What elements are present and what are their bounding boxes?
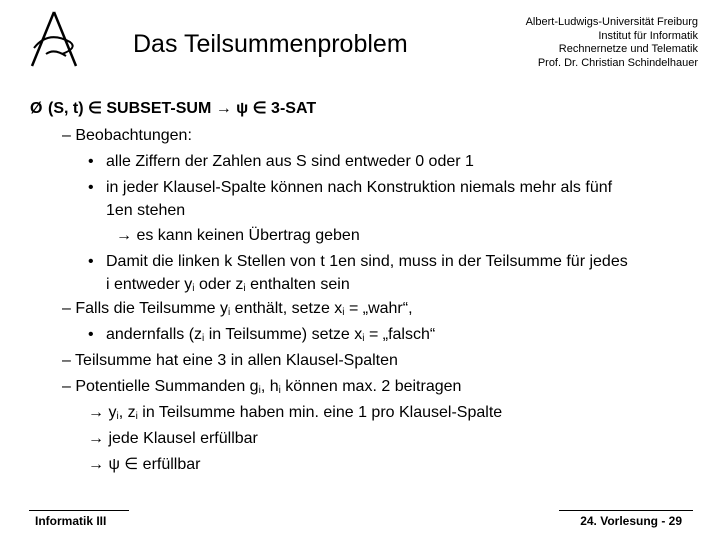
bullet-icon: •: [88, 326, 94, 343]
subscript: i: [278, 385, 281, 396]
list-item: [88, 175, 612, 200]
list-item: – Teilsumme hat eine 3 in allen Klausel-Spalten: [62, 352, 398, 369]
footer-divider: [29, 510, 129, 511]
text-fragment: in Teilsumme haben min. eine 1 pro Klausel-Spalte: [137, 404, 503, 421]
list-item: [62, 374, 461, 399]
list-item-continuation: 1en stehen: [106, 202, 186, 219]
subscript: i: [342, 307, 345, 318]
list-item: [88, 249, 628, 274]
subscript: i: [243, 283, 246, 294]
list-item-text: alle Ziffern der Zahlen aus S sind entweder 0 oder 1: [106, 153, 474, 170]
bullet-icon: •: [88, 179, 94, 196]
text-fragment: – Falls die Teilsumme y: [62, 300, 228, 317]
main-heading: [30, 96, 316, 121]
arrow-bullet-icon: Ø: [30, 100, 43, 117]
implication-line: → jede Klausel erfüllbar: [88, 430, 258, 447]
list-item-text: Damit die linken k Stellen von t 1en sind, muss in der Teilsumme für jedes: [106, 253, 628, 270]
subscript: i: [135, 411, 138, 422]
subscript: i: [202, 333, 205, 344]
implication-line: [88, 400, 502, 425]
list-item: [88, 322, 435, 347]
institution-line: Institut für Informatik: [598, 29, 698, 42]
text-fragment: in Teilsumme) setze x: [204, 326, 363, 343]
institution-block: [526, 16, 698, 70]
observations-label: – Beobachtungen:: [62, 127, 192, 144]
institution-line: Prof. Dr. Christian Schindelhauer: [537, 56, 698, 69]
implication-line: → ψ ∈ erfüllbar: [88, 456, 201, 473]
text-fragment: , z: [118, 404, 136, 421]
text-fragment: enthält, setze x: [230, 300, 343, 317]
subscript: i: [227, 307, 231, 318]
footer-divider: [559, 510, 693, 511]
institution-line: Rechnernetze und Telematik: [558, 43, 698, 55]
footer-page-number: 24. Vorlesung - 29: [580, 514, 682, 528]
subscript: i: [258, 385, 261, 396]
subscript: i: [362, 333, 365, 344]
list-item-continuation: [106, 272, 350, 297]
implication-line: → es kann keinen Übertrag geben: [116, 227, 360, 244]
text-fragment: können max. 2 beitragen: [280, 378, 462, 395]
bullet-icon: •: [88, 253, 94, 270]
text-fragment: = „wahr“,: [344, 300, 413, 317]
text-fragment: – Potentielle Summanden g: [62, 378, 259, 395]
text-fragment: andernfalls (z: [106, 326, 203, 343]
text-fragment: , h: [260, 378, 279, 395]
footer-course: Informatik III: [35, 514, 107, 528]
list-item: [88, 149, 474, 174]
subscript: i: [192, 283, 195, 294]
institution-line: Albert-Ludwigs-Universität Freiburg: [525, 16, 698, 28]
text-fragment: oder z: [194, 276, 244, 293]
university-logo: [24, 8, 84, 70]
list-item: [62, 296, 413, 321]
slide-title: Das Teilsummenproblem: [133, 30, 408, 58]
text-fragment: = „falsch“: [364, 326, 436, 343]
heading-text: (S, t) ∈ SUBSET-SUM → ψ ∈ 3-SAT: [48, 100, 317, 117]
list-item-text: in jeder Klausel-Spalte können nach Konstruktion niemals mehr als fünf: [106, 179, 613, 196]
text-fragment: enthalten sein: [245, 276, 350, 293]
subscript: i: [116, 411, 119, 422]
text-fragment: → y: [88, 404, 117, 421]
text-fragment: i entweder y: [106, 276, 193, 293]
bullet-icon: •: [88, 153, 94, 170]
